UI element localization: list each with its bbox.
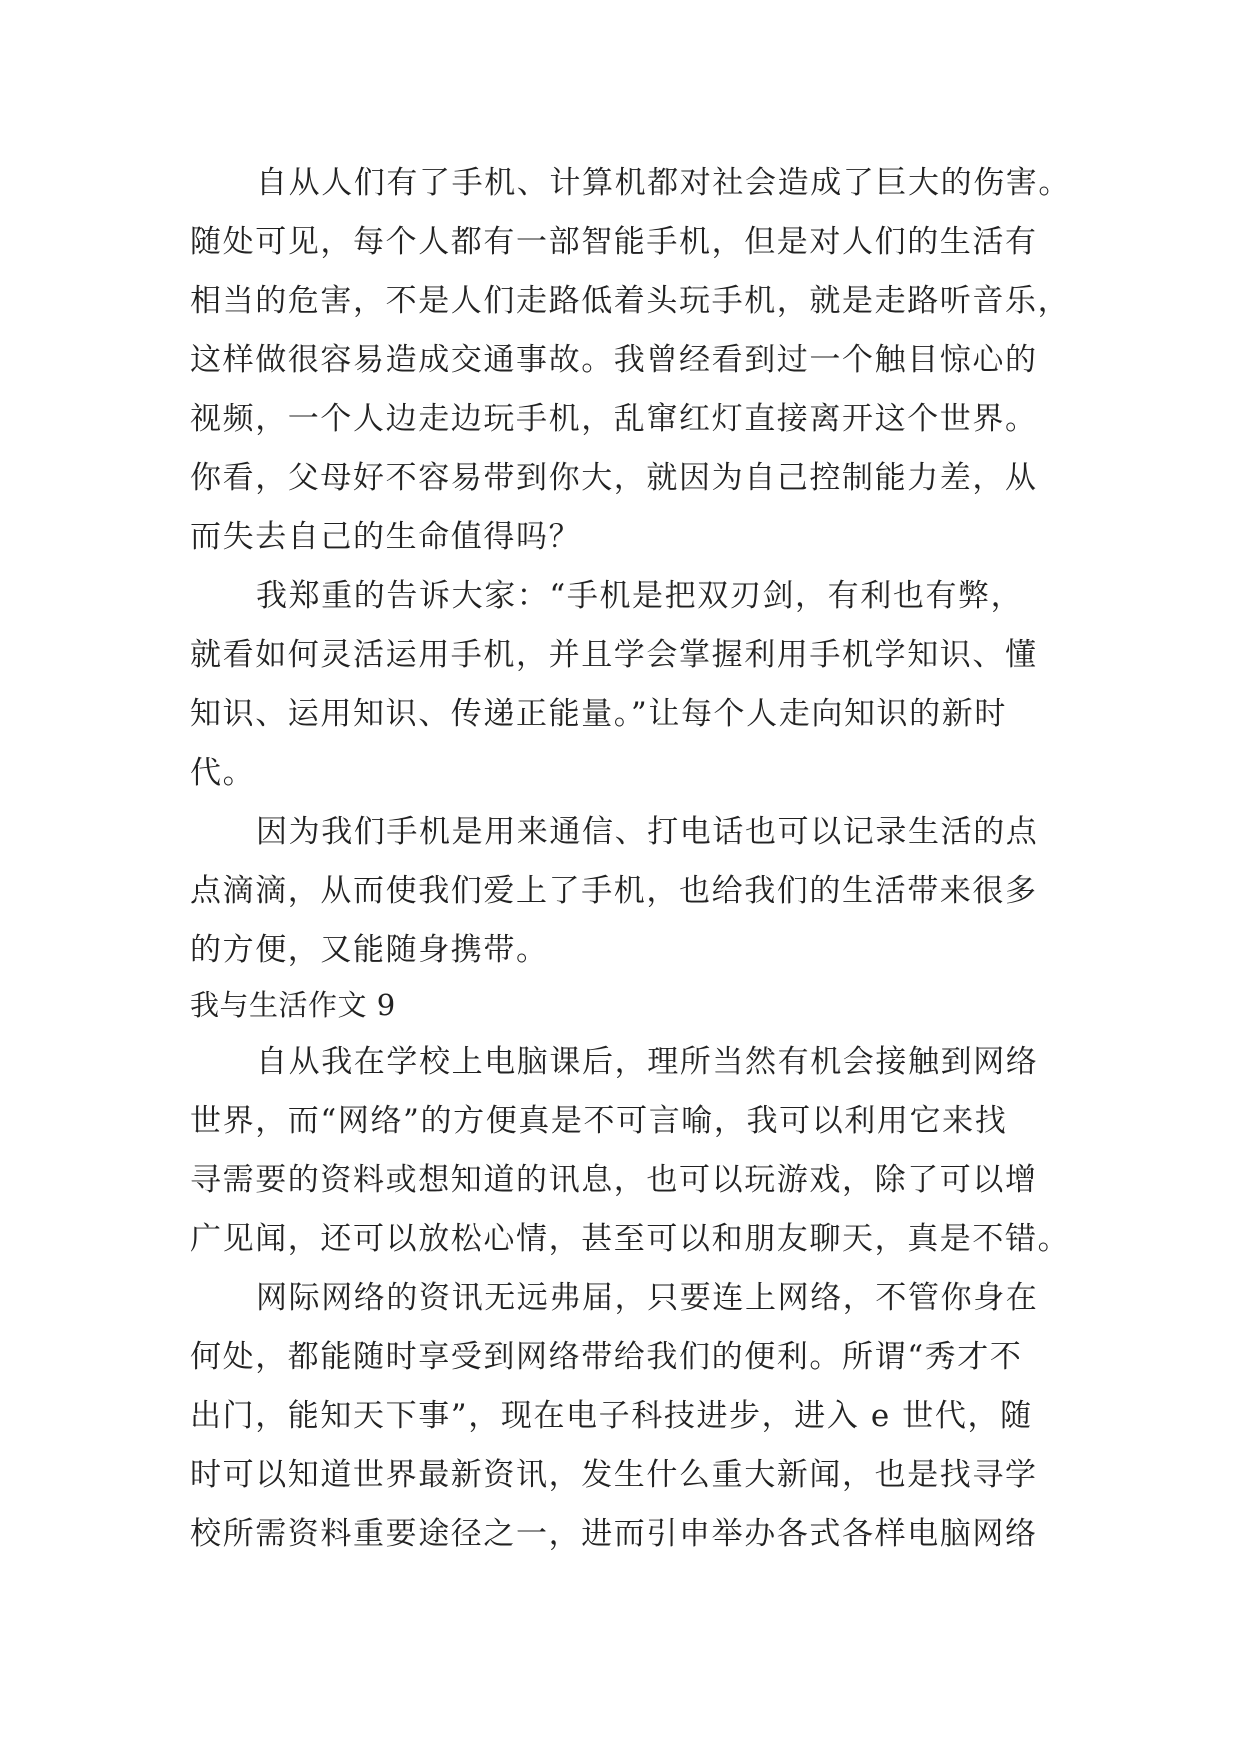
paragraph-line: 视频，一个人边走边玩手机，乱窜红灯直接离开这个世界。 bbox=[190, 401, 1038, 437]
paragraph-line: 校所需资料重要途径之一，进而引申举办各式各样电脑网络 bbox=[190, 1516, 1038, 1552]
paragraph-line: 点滴滴，从而使我们爱上了手机，也给我们的生活带来很多 bbox=[190, 873, 1038, 909]
paragraph-line: 因为我们手机是用来通信、打电话也可以记录生活的点 bbox=[256, 814, 1039, 850]
paragraph-line: 而失去自己的生命值得吗？ bbox=[190, 519, 582, 555]
paragraph-line: 随处可见，每个人都有一部智能手机，但是对人们的生活有 bbox=[190, 224, 1038, 260]
paragraph-line: 你看，父母好不容易带到你大，就因为自己控制能力差，从 bbox=[190, 460, 1038, 496]
paragraph-line: 就看如何灵活运用手机，并且学会掌握利用手机学知识、懂 bbox=[190, 637, 1038, 673]
paragraph-line: 知识、运用知识、传递正能量。”让每个人走向知识的新时 bbox=[190, 696, 1007, 732]
paragraph-line: 这样做很容易造成交通事故。我曾经看到过一个触目惊心的 bbox=[190, 342, 1038, 378]
section-heading: 我与生活作文 9 bbox=[190, 988, 396, 1022]
paragraph-line: 自从我在学校上电脑课后，理所当然有机会接触到网络 bbox=[256, 1044, 1039, 1080]
paragraph-line: 寻需要的资料或想知道的讯息，也可以玩游戏，除了可以增 bbox=[190, 1162, 1038, 1198]
paragraph-line: 代。 bbox=[190, 755, 256, 791]
paragraph-line: 自从人们有了手机、计算机都对社会造成了巨大的伤害。 bbox=[256, 165, 1071, 201]
paragraph-line: 网际网络的资讯无远弗届，只要连上网络，不管你身在 bbox=[256, 1280, 1039, 1316]
paragraph-line: 出门，能知天下事”，现在电子科技进步，进入 e 世代，随 bbox=[190, 1398, 1033, 1434]
paragraph-line: 相当的危害，不是人们走路低着头玩手机，就是走路听音乐， bbox=[190, 283, 1071, 319]
paragraph-line: 时可以知道世界最新资讯，发生什么重大新闻，也是找寻学 bbox=[190, 1457, 1038, 1493]
paragraph-line: 世界，而“网络”的方便真是不可言喻，我可以利用它来找 bbox=[190, 1103, 1008, 1139]
paragraph-line: 我郑重的告诉大家：“手机是把双刃剑，有利也有弊， bbox=[256, 578, 1024, 614]
paragraph-line: 的方便，又能随身携带。 bbox=[190, 932, 549, 968]
paragraph-line: 何处，都能随时享受到网络带给我们的便利。所谓“秀才不 bbox=[190, 1339, 1023, 1375]
paragraph-line: 广见闻，还可以放松心情，甚至可以和朋友聊天，真是不错。 bbox=[190, 1221, 1071, 1257]
